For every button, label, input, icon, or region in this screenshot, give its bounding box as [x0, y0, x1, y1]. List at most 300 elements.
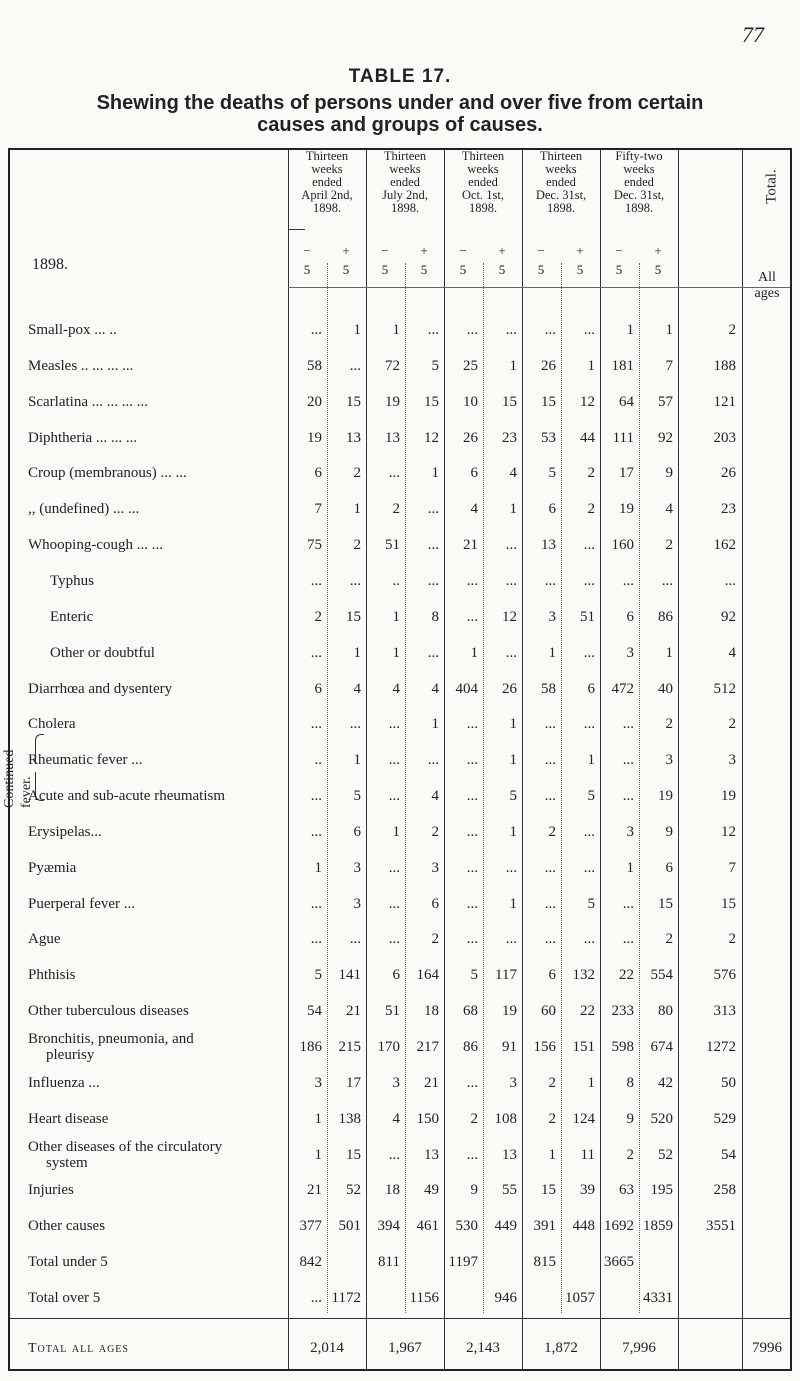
row-label: Total under 5: [28, 1254, 108, 1270]
table-cell: ...: [349, 573, 361, 589]
table-cell: ...: [466, 716, 478, 732]
table-cell: 11: [580, 1147, 595, 1163]
half-divider: [561, 263, 562, 1313]
period-line: ended: [624, 175, 654, 189]
table-cell: 117: [495, 967, 517, 983]
table-cell: ...: [388, 931, 400, 947]
table-cell: 18: [424, 1003, 439, 1019]
table-cell: ...: [583, 537, 595, 553]
period-header: [366, 150, 444, 215]
table-cell: 2: [431, 931, 439, 947]
col-divider: [678, 150, 679, 1369]
table-cell: 186: [299, 1039, 322, 1055]
table-cell: 391: [533, 1218, 556, 1234]
table-cell: 449: [494, 1218, 517, 1234]
under-sign: −: [381, 243, 389, 258]
table-cell: 1: [509, 501, 517, 517]
table-cell: 2: [353, 465, 361, 481]
period-line: Thirteen: [383, 149, 427, 163]
table-cell: 92: [721, 609, 736, 625]
table-cell: ...: [466, 1147, 478, 1163]
table-cell: ...: [388, 788, 400, 804]
table-cell: 132: [572, 967, 595, 983]
period-header: [600, 150, 678, 215]
five-label: 5: [459, 262, 467, 277]
table-cell: 1: [353, 645, 361, 661]
table-cell: 1: [509, 716, 517, 732]
table-cell: 5: [548, 465, 556, 481]
table-cell: ...: [310, 322, 322, 338]
table-cell: 1: [314, 1111, 322, 1127]
table-cell: 13: [424, 1147, 439, 1163]
table-cell: ...: [388, 752, 400, 768]
table-cell: ...: [388, 465, 400, 481]
table-cell: 22: [580, 1003, 595, 1019]
table-cell: 2: [548, 824, 556, 840]
table-cell: 576: [713, 967, 736, 983]
table-cell: 6: [587, 681, 595, 697]
table-cell: 5: [587, 896, 595, 912]
row-label: Ague: [28, 931, 61, 947]
period-line: 1898.: [624, 201, 654, 215]
table-cell: 3: [728, 752, 736, 768]
table-cell: 215: [338, 1039, 361, 1055]
table-cell: ...: [427, 645, 439, 661]
table-cell: ...: [466, 1075, 478, 1091]
table-cell: 40: [658, 681, 673, 697]
table-cell: ...: [310, 716, 322, 732]
table-cell: 160: [611, 537, 634, 553]
period-line: weeks: [389, 162, 421, 176]
col-divider: [742, 150, 743, 1369]
period-header: [444, 150, 522, 215]
table-cell: 2: [587, 501, 595, 517]
period-line: Dec. 31st,: [613, 188, 665, 202]
table-cell: ...: [349, 716, 361, 732]
table-cell: ...: [544, 752, 556, 768]
period-line: ended: [468, 175, 498, 189]
table-cell: 19: [721, 788, 736, 804]
all-ages-header: [744, 270, 790, 302]
table-cell: ...: [724, 573, 736, 589]
total-all-ages-cell: 7996: [752, 1340, 782, 1356]
table-cell: 3: [548, 609, 556, 625]
table-cell: ...: [466, 860, 478, 876]
table-cell: ...: [544, 896, 556, 912]
table-cell: ...: [466, 322, 478, 338]
table-cell: 58: [541, 681, 556, 697]
table-cell: ...: [427, 501, 439, 517]
table-cell: ...: [427, 537, 439, 553]
table-cell: 23: [502, 430, 517, 446]
table-cell: 3: [431, 860, 439, 876]
table-cell: 1: [509, 824, 517, 840]
table-cell: 530: [455, 1218, 478, 1234]
half-divider: [639, 263, 640, 1313]
row-label: ,, (undefined) ... ...: [28, 501, 140, 517]
table-cell: 21: [463, 537, 478, 553]
table-cell: 15: [541, 1182, 556, 1198]
under-sign: −: [303, 243, 311, 258]
table-cell: 6: [470, 465, 478, 481]
table-cell: 75: [307, 537, 322, 553]
under-sign: −: [459, 243, 467, 258]
table-cell: 5: [509, 788, 517, 804]
table-cell: 501: [338, 1218, 361, 1234]
row-label: [28, 1139, 222, 1171]
table-cell: 15: [424, 394, 439, 410]
table-cell: 1: [626, 322, 634, 338]
row-label-line: Bronchitis, pneumonia, and: [28, 1031, 194, 1047]
period-header: [522, 150, 600, 215]
table-cell: ...: [427, 322, 439, 338]
table-cell: 2: [626, 1147, 634, 1163]
table-cell: 150: [416, 1111, 439, 1127]
row-label: Enteric: [50, 609, 94, 625]
table-cell: 64: [619, 394, 634, 410]
col-divider: [600, 150, 601, 1369]
table-cell: 2: [728, 322, 736, 338]
table-cell: 448: [572, 1218, 595, 1234]
table-cell: 9: [626, 1111, 634, 1127]
period-line: Dec. 31st,: [535, 188, 587, 202]
table-cell: 3: [314, 1075, 322, 1091]
table-cell: 394: [377, 1218, 400, 1234]
period-line: weeks: [623, 162, 655, 176]
table-cell: 512: [713, 681, 736, 697]
table-cell: 3: [353, 896, 361, 912]
table-cell: 52: [346, 1182, 361, 1198]
table-cell: ...: [661, 573, 673, 589]
table-cell: 92: [658, 430, 673, 446]
table-cell: 25: [463, 358, 478, 374]
table-cell: 4331: [643, 1290, 673, 1306]
table-cell: 12: [580, 394, 595, 410]
row-label-line: Other diseases of the circulatory: [28, 1139, 223, 1155]
period-line: ended: [390, 175, 420, 189]
over-sign: +: [420, 243, 428, 258]
table-cell: 91: [502, 1039, 517, 1055]
table-cell: 6: [392, 967, 400, 983]
col-divider: [522, 150, 523, 1369]
table-cell: ...: [310, 896, 322, 912]
group-label-continued: Continued: [2, 749, 17, 808]
table-cell: ...: [505, 860, 517, 876]
period-line: 1898.: [546, 201, 576, 215]
table-cell: 162: [713, 537, 736, 553]
table-cell: 2: [470, 1111, 478, 1127]
row-label: Croup (membranous) ... ...: [28, 465, 187, 481]
table-cell: 313: [713, 1003, 736, 1019]
table-cell: 5: [470, 967, 478, 983]
table-cell: 20: [307, 394, 322, 410]
table-cell: 12: [721, 824, 736, 840]
period-line: 1898.: [468, 201, 498, 215]
table-cell: 1: [314, 1147, 322, 1163]
five-label: 5: [576, 262, 584, 277]
table-cell: 26: [541, 358, 556, 374]
table-number: TABLE 17.: [348, 66, 452, 87]
table-cell: 68: [463, 1003, 478, 1019]
table-cell: 1: [587, 1075, 595, 1091]
table-cell: 54: [721, 1147, 736, 1163]
title-line-1: Shewing the deaths of persons under and over five from certain: [96, 92, 704, 114]
table-cell: 674: [650, 1039, 673, 1055]
table-cell: ...: [622, 716, 634, 732]
table-cell: 138: [338, 1111, 361, 1127]
table-cell: ...: [583, 322, 595, 338]
table-cell: 13: [541, 537, 556, 553]
table-cell: ...: [583, 573, 595, 589]
table-cell: 21: [307, 1182, 322, 1198]
row-label: Small-pox ... ..: [28, 322, 117, 338]
sub-rule: [288, 229, 305, 230]
table-cell: 1272: [706, 1039, 736, 1055]
table-cell: 55: [502, 1182, 517, 1198]
table-cell: 19: [619, 501, 634, 517]
table-cell: 1: [587, 752, 595, 768]
table-cell: ...: [349, 358, 361, 374]
table-cell: 1172: [331, 1290, 361, 1306]
total-all-ages-cell: 2,014: [310, 1340, 344, 1356]
period-header: [288, 150, 366, 215]
row-label: Other causes: [28, 1218, 106, 1234]
table-cell: 1: [665, 645, 673, 661]
row-label: Rheumatic fever ...: [28, 752, 143, 768]
table-cell: 6: [548, 967, 556, 983]
row-label: Phthisis: [28, 967, 76, 983]
over-sign: +: [498, 243, 506, 258]
five-label: 5: [654, 262, 662, 277]
table-cell: 7: [665, 358, 673, 374]
table-cell: 86: [658, 609, 673, 625]
table-cell: 2: [665, 716, 673, 732]
table-cell: 258: [713, 1182, 736, 1198]
table-cell: ...: [388, 860, 400, 876]
table-cell: ...: [310, 573, 322, 589]
table-cell: 42: [658, 1075, 673, 1091]
table-cell: ...: [583, 860, 595, 876]
table-cell: ...: [466, 824, 478, 840]
total-all-ages-cell: 1,872: [544, 1340, 578, 1356]
period-line: Thirteen: [539, 149, 583, 163]
table-cell: 1: [353, 501, 361, 517]
table-cell: 15: [541, 394, 556, 410]
table-cell: 111: [612, 430, 634, 446]
table-cell: 15: [658, 896, 673, 912]
table-cell: 3: [392, 1075, 400, 1091]
table-cell: 21: [424, 1075, 439, 1091]
table-cell: 1: [665, 322, 673, 338]
table-cell: 9: [470, 1182, 478, 1198]
table-cell: ...: [583, 931, 595, 947]
table-cell: 2: [665, 537, 673, 553]
five-label: 5: [381, 262, 389, 277]
over-sign: +: [654, 243, 662, 258]
table-cell: 233: [611, 1003, 634, 1019]
table-cell: 13: [502, 1147, 517, 1163]
table-cell: 12: [424, 430, 439, 446]
table-cell: 520: [650, 1111, 673, 1127]
table-cell: 5: [314, 967, 322, 983]
table-cell: 15: [346, 1147, 361, 1163]
table-cell: 188: [713, 358, 736, 374]
table-cell: 44: [580, 430, 595, 446]
table-cell: 811: [378, 1254, 400, 1270]
table-cell: 1: [314, 860, 322, 876]
table-cell: 1: [548, 645, 556, 661]
period-line: ended: [312, 175, 342, 189]
table-cell: ...: [505, 931, 517, 947]
table-cell: 13: [346, 430, 361, 446]
total-column-header: Total.: [763, 169, 780, 204]
row-label: Other or doubtful: [50, 645, 155, 661]
table-cell: ...: [544, 573, 556, 589]
table-cell: ...: [544, 788, 556, 804]
table-cell: 3: [353, 860, 361, 876]
five-label: 5: [342, 262, 350, 277]
row-label: Whooping-cough ... ...: [28, 537, 163, 553]
table-cell: ...: [466, 752, 478, 768]
table-cell: 4: [431, 788, 439, 804]
over-sign: +: [342, 243, 350, 258]
period-line: 1898.: [312, 201, 342, 215]
table-cell: 39: [580, 1182, 595, 1198]
table-cell: 1057: [565, 1290, 595, 1306]
total-all-ages-cell: 7,996: [622, 1340, 656, 1356]
col-divider: [444, 150, 445, 1369]
period-line: weeks: [545, 162, 577, 176]
table-cell: ...: [466, 931, 478, 947]
under-sign: −: [537, 243, 545, 258]
table-cell: 164: [416, 967, 439, 983]
table-cell: 15: [346, 609, 361, 625]
table-cell: ...: [310, 1290, 322, 1306]
table-cell: 6: [548, 501, 556, 517]
table-cell: 203: [713, 430, 736, 446]
five-label: 5: [420, 262, 428, 277]
table-cell: 4: [392, 681, 400, 697]
period-line: April 2nd,: [301, 188, 353, 202]
table-cell: ..: [392, 573, 400, 589]
table-cell: 26: [721, 465, 736, 481]
table-cell: 3: [626, 645, 634, 661]
table-cell: 815: [533, 1254, 556, 1270]
table-cell: 3: [509, 1075, 517, 1091]
table-cell: 124: [572, 1111, 595, 1127]
table-cell: 598: [611, 1039, 634, 1055]
table-cell: 217: [416, 1039, 439, 1055]
five-label: 5: [537, 262, 545, 277]
table-cell: 2: [392, 501, 400, 517]
table-cell: 5: [431, 358, 439, 374]
period-line: 1898.: [390, 201, 420, 215]
table-cell: 2: [587, 465, 595, 481]
table-cell: 1: [587, 358, 595, 374]
table-cell: 19: [307, 430, 322, 446]
row-label: Influenza ...: [28, 1075, 100, 1091]
total-rule: [10, 1318, 790, 1319]
all-ages-line: All: [758, 270, 776, 285]
table-cell: 58: [307, 358, 322, 374]
row-label: Erysipelas...: [28, 824, 102, 840]
total-all-ages-text: Total all ages: [28, 1341, 129, 1356]
table-cell: 3: [665, 752, 673, 768]
table-cell: ...: [310, 788, 322, 804]
col-divider: [288, 150, 289, 1369]
period-line: Thirteen: [305, 149, 349, 163]
table-cell: 1: [392, 609, 400, 625]
row-label: Diarrhœa and dysentery: [28, 681, 173, 697]
table-cell: 1: [353, 752, 361, 768]
table-cell: 3551: [706, 1218, 736, 1234]
table-cell: 2: [431, 824, 439, 840]
table-cell: 19: [385, 394, 400, 410]
period-line: weeks: [311, 162, 343, 176]
table-cell: 23: [721, 501, 736, 517]
table-cell: ...: [505, 322, 517, 338]
total-all-ages-cell: 1,967: [388, 1340, 422, 1356]
total-all-ages-cell: 2,143: [466, 1340, 500, 1356]
table-cell: 1692: [604, 1218, 634, 1234]
table-cell: 554: [650, 967, 673, 983]
table-cell: 51: [385, 537, 400, 553]
table-cell: ...: [505, 645, 517, 661]
table-cell: 5: [353, 788, 361, 804]
table-cell: 4: [392, 1111, 400, 1127]
row-label: Cholera: [28, 716, 76, 732]
table-cell: 1: [392, 322, 400, 338]
five-label: 5: [615, 262, 623, 277]
under-sign: −: [615, 243, 623, 258]
table-cell: 49: [424, 1182, 439, 1198]
row-label: Diphtheria ... ... ...: [28, 430, 138, 446]
table-cell: 19: [502, 1003, 517, 1019]
table-cell: 6: [314, 681, 322, 697]
table-cell: 15: [502, 394, 517, 410]
table-cell: 6: [431, 896, 439, 912]
table-cell: ...: [622, 896, 634, 912]
table-cell: ...: [622, 752, 634, 768]
table-cell: 19: [658, 788, 673, 804]
table-cell: 9: [665, 465, 673, 481]
table-cell: 60: [541, 1003, 556, 1019]
table-cell: ...: [583, 824, 595, 840]
period-line: ended: [546, 175, 576, 189]
table-cell: 15: [346, 394, 361, 410]
table-cell: 13: [385, 430, 400, 446]
table-cell: 472: [611, 681, 634, 697]
table-cell: ...: [466, 609, 478, 625]
table-cell: ..: [314, 752, 322, 768]
row-label: Pyæmia: [28, 860, 77, 876]
page-number: 77: [742, 22, 764, 47]
table-cell: ...: [388, 896, 400, 912]
row-label: Total over 5: [28, 1290, 101, 1306]
table-cell: 2: [728, 931, 736, 947]
table-cell: 7: [728, 860, 736, 876]
table-cell: 1: [392, 824, 400, 840]
table-cell: 404: [455, 681, 478, 697]
table-cell: 72: [385, 358, 400, 374]
table-cell: 3: [626, 824, 634, 840]
table-cell: ...: [544, 931, 556, 947]
col-divider: [366, 150, 367, 1369]
table-cell: 6: [314, 465, 322, 481]
half-divider: [405, 263, 406, 1313]
table-cell: ...: [310, 645, 322, 661]
header-rule: [288, 287, 742, 288]
